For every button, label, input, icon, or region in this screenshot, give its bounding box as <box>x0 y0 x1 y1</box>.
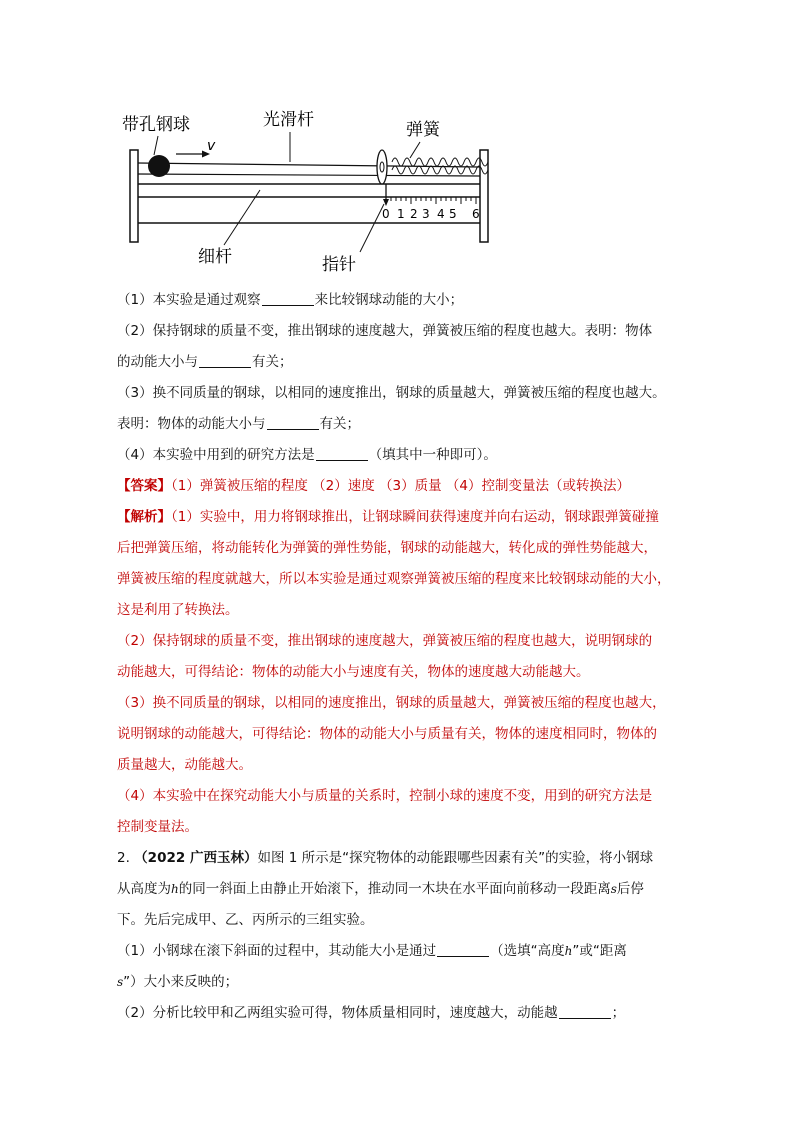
q2-intro-line1: 2. （2022 广西玉林）如图 1 所示是“探究物体的动能跟哪些因素有关”的实验，将小钢球 <box>117 850 654 866</box>
scale-number-6: 6 <box>472 207 480 221</box>
q1-sub2-line1: （2）保持钢球的质量不变，推出钢球的速度越大，弹簧被压缩的程度也越大。表明：物体 <box>117 323 653 339</box>
leader-thin-rod <box>224 190 260 245</box>
q2-sub2: （2）分析比较甲和乙两组实验可得，物体质量相同时，速度越大，动能越 ； <box>117 1005 626 1021</box>
smooth-rod-top <box>138 163 480 167</box>
q1-sub4: （4）本实验中用到的研究方法是 （填其中一种即可）。 <box>117 447 497 463</box>
answer-text: （1）弹簧被压缩的程度 （2）速度 （3）质量 （4）控制变量法（或转换法） <box>171 478 630 494</box>
q2-sub1-line2: s”）大小来反映的； <box>117 974 239 990</box>
scale-number-1: 1 <box>397 207 405 221</box>
var-s: s <box>117 975 124 989</box>
q1-sub1: （1）本实验是通过观察 来比较钢球动能的大小； <box>117 292 464 308</box>
scale-number-4: 4 <box>437 207 445 221</box>
leader-ball <box>154 136 158 155</box>
answer-blank[interactable] <box>316 446 368 461</box>
analysis-p2-line2: 动能越大，可得结论：物体的动能大小与速度有关，物体的速度越大动能越大。 <box>117 664 590 680</box>
q2-number: 2. <box>117 850 135 866</box>
analysis-p1-line3: 弹簧被压缩的程度就越大，所以本实验是通过观察弹簧被压缩的程度来比较钢球动能的大小， <box>117 571 671 587</box>
q2-sub1-line1: （1）小钢球在滚下斜面的过程中，其动能大小是通过 （选填“高度h”或“距离 <box>117 943 627 959</box>
var-h: h <box>171 882 179 896</box>
experiment-figure <box>110 100 510 280</box>
answer-blank[interactable] <box>262 291 314 306</box>
smooth-rod-bottom <box>138 174 480 176</box>
question-1 <box>117 285 687 1029</box>
label-spring: 弹簧 <box>406 120 440 140</box>
answer-tag: 【答案】 <box>117 478 171 494</box>
leader-spring <box>410 142 420 158</box>
scale-number-3: 3 <box>422 207 430 221</box>
answer-line <box>117 471 687 502</box>
scale-number-0: 0 <box>382 207 390 221</box>
analysis-p3-line3: 质量越大，动能越大。 <box>117 757 252 773</box>
spring-coil-top <box>392 158 488 166</box>
label-thin-rod: 细杆 <box>198 247 232 267</box>
scale-ticks <box>386 197 476 204</box>
answer-blank[interactable] <box>559 1004 611 1019</box>
leader-pointer <box>360 204 384 252</box>
analysis-p2-line1: （2）保持钢球的质量不变，推出钢球的速度越大，弹簧被压缩的程度也越大，说明钢球的 <box>117 633 653 649</box>
scale-number-5: 5 <box>449 207 457 221</box>
label-velocity: v <box>207 138 216 154</box>
disc-hole <box>380 162 384 172</box>
analysis-p4-line2: 控制变量法。 <box>117 819 198 835</box>
var-s: s <box>610 882 617 896</box>
q2-intro-line2: 从高度为h的同一斜面上由静止开始滚下，推动同一木块在水平面向前移动一段距离s后停 <box>117 881 644 897</box>
answer-blank[interactable] <box>199 353 251 368</box>
analysis-p1-line4: 这是利用了转换法。 <box>117 602 239 618</box>
analysis-p3-line2: 说明钢球的动能越大，可得结论：物体的动能大小与质量有关，物体的速度相同时，物体的 <box>117 726 657 742</box>
analysis-p1-line2: 后把弹簧压缩，将动能转化为弹簧的弹性势能，钢球的动能越大，转化成的弹性势能越大， <box>117 540 657 556</box>
scale-number-2: 2 <box>410 207 418 221</box>
analysis-p1-line1: 【解析】（1）实验中，用力将钢球推出，让钢球瞬间获得速度并向右运动，钢球跟弹簧碰撞 <box>117 509 659 525</box>
label-rod: 光滑杆 <box>263 110 314 130</box>
analysis-tag: 【解析】 <box>117 509 171 525</box>
q1-sub3-line2: 表明：物体的动能大小与 有关； <box>117 416 360 432</box>
label-ball: 带孔钢球 <box>122 115 190 135</box>
apparatus-diagram <box>110 100 510 280</box>
q1-sub3-line1: （3）换不同质量的钢球，以相同的速度推出，钢球的质量越大，弹簧被压缩的程度也越大。 <box>117 385 666 401</box>
var-h: h <box>564 944 573 958</box>
q2-source: （2022 广西玉林） <box>134 850 258 866</box>
q2-intro-line3: 下。先后完成甲、乙、丙所示的三组实验。 <box>117 912 374 928</box>
answer-blank[interactable] <box>437 942 489 957</box>
analysis-p3-line1: （3）换不同质量的钢球，以相同的速度推出，钢球的质量越大，弹簧被压缩的程度也越大， <box>117 695 666 711</box>
left-post <box>130 150 138 242</box>
steel-ball <box>148 155 170 177</box>
analysis-p4-line1: （4）本实验中在探究动能大小与质量的关系时，控制小球的速度不变，用到的研究方法是 <box>117 788 653 804</box>
answer-blank[interactable] <box>267 415 319 430</box>
label-pointer: 指针 <box>322 255 356 275</box>
q1-sub2-line2: 的动能大小与 有关； <box>117 354 293 370</box>
